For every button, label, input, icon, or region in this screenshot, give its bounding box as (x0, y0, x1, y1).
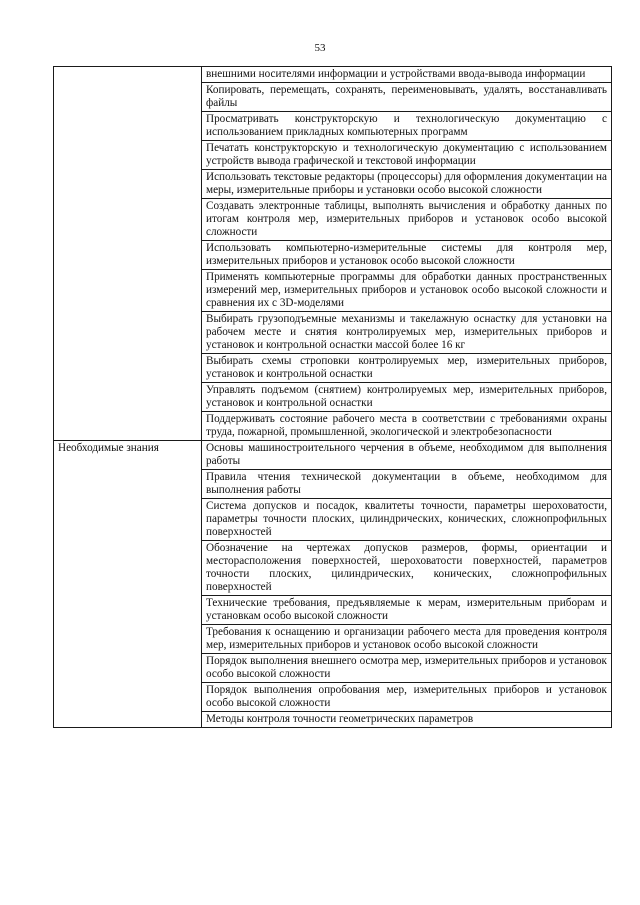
requirement-item: Порядок выполнения опробования мер, измерительных приборов и установок особо высокой сложности (202, 683, 612, 712)
requirement-item: Система допусков и посадок, квалитеты точности, параметры шероховатости, параметры точности плоских, цилиндрических, конических, сложнопрофильных поверхностей (202, 499, 612, 541)
requirement-item: Поддерживать состояние рабочего места в соответствии с требованиями охраны труда, пожарной, промышленной, экологической и электробезопасности (202, 412, 612, 441)
requirement-item: Печатать конструкторскую и технологическую документацию с использованием устройств вывода графической и текстовой информации (202, 141, 612, 170)
requirement-item: Порядок выполнения внешнего осмотра мер, измерительных приборов и установок особо высокой сложности (202, 654, 612, 683)
requirement-item: Технические требования, предъявляемые к мерам, измерительным приборам и установкам особо высокой сложности (202, 596, 612, 625)
requirement-item: Требования к оснащению и организации рабочего места для проведения контроля мер, измерительных приборов и установок особо высокой сложности (202, 625, 612, 654)
requirement-item: Выбирать схемы строповки контролируемых мер, измерительных приборов, установок и контрольной оснастки (202, 354, 612, 383)
requirement-item: Правила чтения технической документации в объеме, необходимом для выполнения работы (202, 470, 612, 499)
table-row (54, 441, 612, 470)
page-number: 53 (314, 42, 326, 54)
requirements-table-body (54, 67, 612, 728)
requirement-item: Управлять подъемом (снятием) контролируемых мер, измерительных приборов, установок и контрольной оснастки (202, 383, 612, 412)
requirements-table (53, 66, 612, 728)
group-label: Необходимые знания (54, 441, 202, 728)
requirement-item: Методы контроля точности геометрических параметров (202, 712, 612, 728)
requirement-item: Использовать текстовые редакторы (процессоры) для оформления документации на меры, измерительные приборы и установки особо высокой сложности (202, 170, 612, 199)
requirement-item: Просматривать конструкторскую и технологическую документацию с использованием прикладных компьютерных программ (202, 112, 612, 141)
requirement-item: Применять компьютерные программы для обработки данных пространственных измерений мер, измерительных приборов и установок особо высокой сложности и сравнения их с 3D-моделями (202, 270, 612, 312)
requirement-item: Основы машиностроительного черчения в объеме, необходимом для выполнения работы (202, 441, 612, 470)
group-label (54, 67, 202, 441)
requirement-item: внешними носителями информации и устройствами ввода-вывода информации (202, 67, 612, 83)
requirement-item: Использовать компьютерно-измерительные системы для контроля мер, измерительных приборов и установок особо высокой сложности (202, 241, 612, 270)
requirement-item: Выбирать грузоподъемные механизмы и такелажную оснастку для установки на рабочем месте и снятия контролируемых мер, измерительных приборов и установок и контрольной оснастки массой более 16 кг (202, 312, 612, 354)
requirement-item: Копировать, перемещать, сохранять, переименовывать, удалять, восстанавливать файлы (202, 83, 612, 112)
requirement-item: Создавать электронные таблицы, выполнять вычисления и обработку данных по итогам контроля мер, измерительных приборов и установок особо высокой сложности (202, 199, 612, 241)
table-row (54, 67, 612, 83)
requirement-item: Обозначение на чертежах допусков размеров, формы, ориентации и месторасположения поверхностей, шероховатости поверхностей, параметров точности плоских, цилиндрических, конических, сложнопрофильных поверхностей (202, 541, 612, 596)
